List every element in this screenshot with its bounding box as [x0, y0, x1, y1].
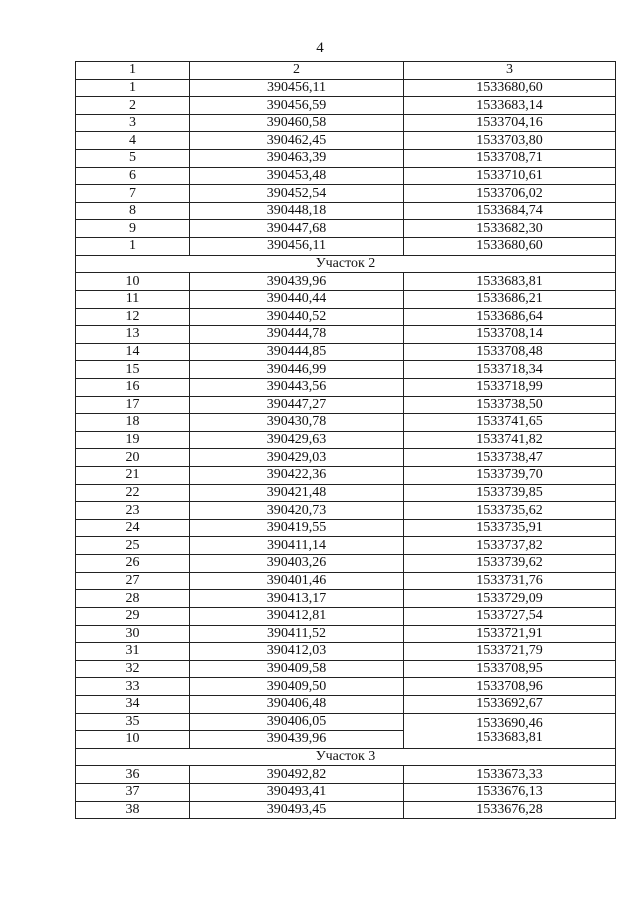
x-coordinate-cell: 390456,59 — [190, 97, 404, 115]
x-coordinate-cell: 390446,99 — [190, 361, 404, 379]
x-coordinate-cell: 390409,58 — [190, 660, 404, 678]
x-coordinate-cell: 390493,41 — [190, 783, 404, 801]
x-coordinate-cell: 390463,39 — [190, 150, 404, 168]
table-row — [76, 326, 616, 344]
point-number-cell: 23 — [76, 502, 190, 520]
point-number-cell: 2 — [76, 97, 190, 115]
x-coordinate-cell: 390452,54 — [190, 185, 404, 203]
table-row — [76, 132, 616, 150]
point-number-cell: 10 — [76, 731, 190, 749]
y-coordinate-cell: 1533708,96 — [404, 678, 616, 696]
table-row — [76, 695, 616, 713]
x-coordinate-cell: 390412,81 — [190, 607, 404, 625]
table-row — [76, 167, 616, 185]
table-row — [76, 678, 616, 696]
table-row — [76, 484, 616, 502]
y-coordinate-cell: 1533737,82 — [404, 537, 616, 555]
point-number-cell: 36 — [76, 766, 190, 784]
table-row — [76, 238, 616, 256]
x-coordinate-cell: 390453,48 — [190, 167, 404, 185]
coordinates-table — [75, 61, 616, 819]
x-coordinate-cell: 390429,63 — [190, 431, 404, 449]
y-coordinate-cell: 1533721,91 — [404, 625, 616, 643]
y-coordinate-cell: 1533684,74 — [404, 202, 616, 220]
table-row — [76, 713, 616, 731]
y-coordinate-cell: 1533680,60 — [404, 238, 616, 256]
y-coordinate-cell: 1533680,60 — [404, 79, 616, 97]
table-header-row — [76, 62, 616, 80]
point-number-cell: 17 — [76, 396, 190, 414]
y-coordinate-cell: 1533683,81 — [404, 273, 616, 291]
y-coordinate-cell: 1533718,34 — [404, 361, 616, 379]
x-coordinate-cell: 390413,17 — [190, 590, 404, 608]
y-coordinate-cell: 1533704,16 — [404, 114, 616, 132]
table-row — [76, 766, 616, 784]
x-coordinate-cell: 390429,03 — [190, 449, 404, 467]
y-coordinate-cell: 1533683,14 — [404, 97, 616, 115]
point-number-cell: 5 — [76, 150, 190, 168]
x-coordinate-cell: 390406,48 — [190, 695, 404, 713]
y-coordinate-cell: 1533708,71 — [404, 150, 616, 168]
point-number-cell: 12 — [76, 308, 190, 326]
x-coordinate-cell: 390462,45 — [190, 132, 404, 150]
table-row — [76, 467, 616, 485]
x-coordinate-cell: 390422,36 — [190, 467, 404, 485]
x-coordinate-cell: 390493,45 — [190, 801, 404, 819]
section-header-row — [76, 748, 616, 766]
point-number-cell: 1 — [76, 238, 190, 256]
x-coordinate-cell: 390447,27 — [190, 396, 404, 414]
table-row — [76, 801, 616, 819]
point-number-cell: 21 — [76, 467, 190, 485]
table-row — [76, 607, 616, 625]
table-row — [76, 97, 616, 115]
section-header-row — [76, 255, 616, 273]
point-number-cell: 22 — [76, 484, 190, 502]
point-number-cell: 11 — [76, 290, 190, 308]
table-row — [76, 625, 616, 643]
x-coordinate-cell: 390419,55 — [190, 519, 404, 537]
y-coordinate-cell: 1533729,09 — [404, 590, 616, 608]
y-coordinate-cell: 1533738,50 — [404, 396, 616, 414]
y-coordinate-cell: 1533735,62 — [404, 502, 616, 520]
y-coordinate-cell: 1533706,02 — [404, 185, 616, 203]
x-coordinate-cell: 390420,73 — [190, 502, 404, 520]
header-cell-y: 3 — [404, 62, 616, 80]
table-row — [76, 273, 616, 291]
table-row — [76, 202, 616, 220]
table-row — [76, 519, 616, 537]
y-coordinate-cell: 1533741,65 — [404, 414, 616, 432]
x-coordinate-cell: 390409,50 — [190, 678, 404, 696]
x-coordinate-cell: 390411,14 — [190, 537, 404, 555]
y-coordinate-cell: 1533739,85 — [404, 484, 616, 502]
point-number-cell: 26 — [76, 555, 190, 573]
y-coordinate-value: 1533683,81 — [476, 729, 543, 745]
point-number-cell: 31 — [76, 643, 190, 661]
table-row — [76, 555, 616, 573]
table-row — [76, 396, 616, 414]
x-coordinate-cell: 390456,11 — [190, 238, 404, 256]
x-coordinate-cell: 390444,85 — [190, 343, 404, 361]
table-row — [76, 537, 616, 555]
table-row — [76, 308, 616, 326]
x-coordinate-cell: 390406,05 — [190, 713, 404, 731]
table-row — [76, 378, 616, 396]
x-coordinate-cell: 390456,11 — [190, 79, 404, 97]
x-coordinate-cell: 390412,03 — [190, 643, 404, 661]
y-coordinate-cell: 1533710,61 — [404, 167, 616, 185]
section-title: Участок 2 — [76, 255, 616, 273]
y-coordinate-cell: 1533731,76 — [404, 572, 616, 590]
y-coordinate-cell: 1533721,79 — [404, 643, 616, 661]
x-coordinate-cell: 390403,26 — [190, 555, 404, 573]
point-number-cell: 9 — [76, 220, 190, 238]
point-number-cell: 13 — [76, 326, 190, 344]
y-coordinate-cell: 1533686,64 — [404, 308, 616, 326]
y-coordinate-cell: 1533673,33 — [404, 766, 616, 784]
y-coordinate-value: 1533690,46 — [476, 715, 543, 731]
table-row — [76, 449, 616, 467]
x-coordinate-cell: 390460,58 — [190, 114, 404, 132]
table-row — [76, 150, 616, 168]
point-number-cell: 30 — [76, 625, 190, 643]
point-number-cell: 3 — [76, 114, 190, 132]
y-coordinate-cell: 1533686,21 — [404, 290, 616, 308]
point-number-cell: 1 — [76, 79, 190, 97]
x-coordinate-cell: 390447,68 — [190, 220, 404, 238]
table-row — [76, 590, 616, 608]
point-number-cell: 20 — [76, 449, 190, 467]
x-coordinate-cell: 390444,78 — [190, 326, 404, 344]
point-number-cell: 28 — [76, 590, 190, 608]
point-number-cell: 37 — [76, 783, 190, 801]
point-number-cell: 34 — [76, 695, 190, 713]
point-number-cell: 27 — [76, 572, 190, 590]
table-row — [76, 643, 616, 661]
header-cell-x: 2 — [190, 62, 404, 80]
table-row — [76, 431, 616, 449]
point-number-cell: 10 — [76, 273, 190, 291]
y-coordinate-cell: 1533727,54 — [404, 607, 616, 625]
table-row — [76, 114, 616, 132]
x-coordinate-cell: 390411,52 — [190, 625, 404, 643]
x-coordinate-cell: 390421,48 — [190, 484, 404, 502]
x-coordinate-cell: 390439,96 — [190, 273, 404, 291]
point-number-cell: 35 — [76, 713, 190, 731]
table-row — [76, 414, 616, 432]
x-coordinate-cell: 390440,44 — [190, 290, 404, 308]
point-number-cell: 38 — [76, 801, 190, 819]
y-coordinate-cell: 1533676,13 — [404, 783, 616, 801]
y-coordinate-cell: 1533741,82 — [404, 431, 616, 449]
table-row — [76, 361, 616, 379]
y-coordinate-cell: 1533692,67 — [404, 695, 616, 713]
table-row — [76, 783, 616, 801]
page-number: 4 — [316, 40, 324, 56]
point-number-cell: 18 — [76, 414, 190, 432]
y-coordinate-cell: 1533708,95 — [404, 660, 616, 678]
x-coordinate-cell: 390439,96 — [190, 731, 404, 749]
table-row — [76, 660, 616, 678]
table-row — [76, 79, 616, 97]
point-number-cell: 7 — [76, 185, 190, 203]
x-coordinate-cell: 390492,82 — [190, 766, 404, 784]
y-coordinate-cell: 1533735,91 — [404, 519, 616, 537]
point-number-cell: 15 — [76, 361, 190, 379]
point-number-cell: 29 — [76, 607, 190, 625]
point-number-cell: 4 — [76, 132, 190, 150]
x-coordinate-cell: 390440,52 — [190, 308, 404, 326]
point-number-cell: 33 — [76, 678, 190, 696]
point-number-cell: 25 — [76, 537, 190, 555]
x-coordinate-cell: 390443,56 — [190, 378, 404, 396]
point-number-cell: 6 — [76, 167, 190, 185]
point-number-cell: 8 — [76, 202, 190, 220]
point-number-cell: 32 — [76, 660, 190, 678]
table-row — [76, 290, 616, 308]
x-coordinate-cell: 390430,78 — [190, 414, 404, 432]
x-coordinate-cell: 390448,18 — [190, 202, 404, 220]
y-coordinate-cell: 1533739,70 — [404, 467, 616, 485]
table-row — [76, 343, 616, 361]
point-number-cell: 14 — [76, 343, 190, 361]
section-title: Участок 3 — [76, 748, 616, 766]
y-coordinate-cell: 1533739,62 — [404, 555, 616, 573]
table-row — [76, 220, 616, 238]
point-number-cell: 19 — [76, 431, 190, 449]
y-coordinate-cell: 1533738,47 — [404, 449, 616, 467]
x-coordinate-cell: 390401,46 — [190, 572, 404, 590]
y-coordinate-cell: 1533676,28 — [404, 801, 616, 819]
y-coordinate-cell: 1533718,99 — [404, 378, 616, 396]
y-coordinate-cell: 1533682,30 — [404, 220, 616, 238]
table-row — [76, 502, 616, 520]
table-row — [76, 185, 616, 203]
point-number-cell: 24 — [76, 519, 190, 537]
y-coordinate-cell: 1533703,80 — [404, 132, 616, 150]
table-row — [76, 572, 616, 590]
y-coordinate-merged-cell — [404, 713, 616, 748]
y-coordinate-cell: 1533708,14 — [404, 326, 616, 344]
header-cell-point: 1 — [76, 62, 190, 80]
coordinates-table-body — [76, 62, 616, 819]
point-number-cell: 16 — [76, 378, 190, 396]
y-coordinate-cell: 1533708,48 — [404, 343, 616, 361]
